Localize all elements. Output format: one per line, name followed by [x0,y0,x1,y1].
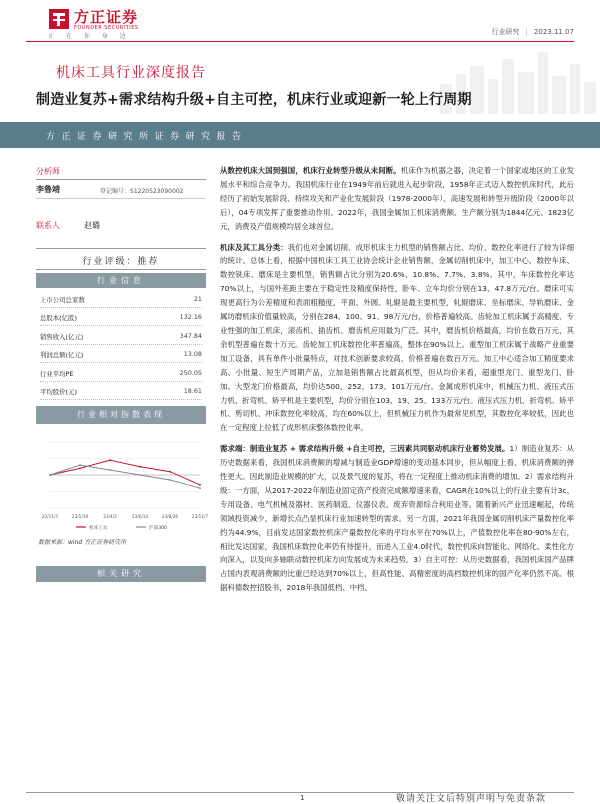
analyst-bottom-divider [36,198,206,199]
logo-en: FOUNDER SECURITIES [74,25,139,31]
body-paragraph-1 [220,164,574,234]
legend-label: 机床工具 [89,526,108,531]
info-value: 18.61 [183,387,202,395]
info-row [40,290,202,308]
industry-rating: 行业评级：推荐 [36,248,206,270]
body-p3-text: 1）制造业复苏：从历史数据来看，我国机床消费额的增减与制造业GDP增速的变动基本同步，但从幅度上看，机床消费额的弹性更大。因此制造业规模的扩大，以及景气度的复苏，将在一定程度上推动机床消费的增加。2）需求结构升级：一方面，从2017-2022年制造业固定资产投资完成额增速来看，CAGR在10%以上的行业主要有计3c、专用设备、电气机械及器材、医药制造、仪器仪表、废弃资源综合利用业等。随着新兴产业迅速崛起，传统领域投资减少，新增长点凸显机床行业加速转型的需求。另一方面，2021年我国金属切削机床产量数控化率约为44.9%，目前发达国家数控机床产量数控化率的平均水平在70%以上，产值数控化率在80-90%左右，相比发达国家，我国机床数控化率仍有待提升，而进入工业4.0时代，数控机床向智能化、网络化、柔性化方向深入，以及向多轴联动数控机床方向发展成为未来趋势。3）自主可控：从历史数据看，我国机床国产品牌占国内表观消费额的比重已经达到70%以上，但高性能、高精密度的高档数控机床的国产化率仍然不高。根据科德数控招股书，2018年我国低档、中档、 [220,444,575,593]
chart-source: 数据来源：wind 方正证券研究所 [38,539,127,546]
data-point [139,474,141,476]
report-category: 行业研究 [491,28,520,36]
analyst-label: 分析师 [36,167,60,176]
data-point [169,479,171,481]
info-value: 132.16 [179,313,202,322]
data-point [199,487,201,489]
info-row [40,345,202,363]
institute-band-text: 方正证券研究所证券研究报告 [46,132,248,142]
report-date: 2023.11.07 [533,28,574,36]
contact-name: 赵璐 [84,221,100,230]
info-key: 平均股价(元) [40,388,77,396]
data-point [79,468,81,470]
header-meta: 行业研究 | 2023.11.07 [491,28,574,36]
data-point [199,484,201,486]
institute-band [0,122,600,148]
info-row [40,308,202,326]
analyst-divider [36,179,206,180]
info-value: 347.84 [179,331,202,340]
x-tick-label: 23/4/2 [103,514,117,519]
trend-chart [36,436,209,532]
info-key: 销售收入(亿元) [40,332,84,341]
body-p1-text: 机床作为机器之器，决定着一个国家或地区的工业发展水平和综合竞争力。我国机床行业在1949年前后就进入起步阶段，1958年正式迈入数控机床时代，此后经历了初始发展阶段、持续攻关和产业化发展阶段（1978-2000年）、高速发展和转型升级阶段（2000年以后），04专项发挥了重要推动作用。2022年，我国金属加工机床消费额、生产额分别为1844亿元、1823亿元，消费及产值规模均居全球首位。 [220,166,574,231]
data-point [49,474,51,476]
analyst-registration [100,186,183,195]
info-value: 21 [193,295,202,303]
body-paragraph-2 [220,241,574,436]
series-title: 机床工具行业深度报告 [56,65,206,81]
data-point [79,464,81,466]
info-row [40,382,202,400]
related-research-header: 相关研究 [36,566,206,582]
body-p2-text: 我们也对金属切削、成形机床主力机型的销售额占比、均价、数控化率进行了较为详细的统计。总体上看，根据中国机床工具工业协会统计企业销售额，金属切削机床中，加工中心、数控车床、数控铣床、磨床是主要机型，销售额占比分别为20.6%、10.8%、7.7%、3.8%。其中，车床数控化率达70%以上，与国外差距主要在于稳定性及精度保持性，卧车、立车均价分别在13、47.8万元/台。磨床可实现更高行为公差精度和表面粗糙度，平面、外圆、轧辊是最主要机型，轧辊磨床、坐标磨床、导轨磨床、金属坊磨机床价值量较高，分别在284、100、91、98万元/台，价格普遍较高。齿轮加工机床属于高精度、专业性强的加工机床，滚齿机、插齿机、磨齿机应用最为广泛。其中，磨齿机价格最高，均价在数百万元，其余机型普遍在数十万元。齿轮加工机床数控化率普遍高，整体在90%以上。重型加工机床属于战略产业重要加工设备，具有单件小批量特点，对技术创新要求较高，价格普遍在数百万元。加工中心适合加工精度要求高、小批量、短生产周期产品，立加是销售额占比最高机型，但从均价来看，超重型龙门、重型龙门、卧加、大型龙门价格最高，均价达500、252、173、101万元/台。金属成形机床中，机械压力机、液压式压力机、折弯机、矫平机是主要机型，均价分别在103、19、25、133万元/台。液压式压力机、折弯机、矫平机、剪切机、冲床数控化率较高，均在60%以上，但机械压力机作为最常见机型，其数控化率较低，因此也在一定程度上拉低了成形机床整体数控化率。 [220,242,574,433]
slogan: 正 在 你 身 边 [48,33,131,40]
analyst-reg-label: 登记编号： [100,188,131,195]
header-divider [26,41,574,42]
x-tick-label: 23/6/14 [131,514,149,519]
analyst-reg-no: S1220523090002 [130,188,184,195]
page-number: 1 [300,794,305,802]
contact-label: 联系人 [36,221,60,230]
info-value: 250.05 [179,368,202,377]
founder-logo-icon [48,8,70,30]
info-value: 13.08 [183,350,202,359]
report-body [220,164,574,602]
body-p3-lead: 需求端：制造业复苏 + 需求结构升级 +自主可控，三因素共同驱动机床行业蓄势发展。 [220,444,510,454]
page-title: 制造业复苏+需求结构升级+自主可控，机床行业或迎新一轮上行周期 [36,92,472,108]
body-p1-lead: 从数控机床大国到强国，机床行业转型升级从未间断。 [220,166,401,175]
x-tick-label: 23/8/26 [161,514,179,519]
data-point [109,469,111,471]
body-p2-lead: 机床及其工具分类： [220,242,288,252]
data-point [109,459,111,461]
trend-chart-header: 行业相对指数表现 [36,406,206,424]
x-tick-label: 23/1/19 [71,514,89,519]
info-key: 行业平均PE [40,369,74,378]
industry-info-header: 行业信息 [36,273,206,288]
x-tick-label: 22/11/7 [41,514,59,519]
series-line-2 [50,465,200,488]
legend-label: 沪深300 [149,526,167,531]
logo-name: 方正证券 [74,8,139,26]
x-tick-label: 23/11/7 [191,514,209,519]
info-key: 总股本(亿股) [40,314,77,323]
info-row [40,327,202,345]
info-row [40,364,202,382]
analyst-name: 李鲁靖 [36,185,60,194]
info-key: 利润总额(亿元) [40,351,84,360]
data-point [169,471,171,473]
disclaimer-note: 敬请关注文后特别声明与免责条款 [396,794,547,804]
data-point [139,466,141,468]
info-key: 上市公司总家数 [40,296,85,304]
body-paragraph-3 [220,442,574,595]
